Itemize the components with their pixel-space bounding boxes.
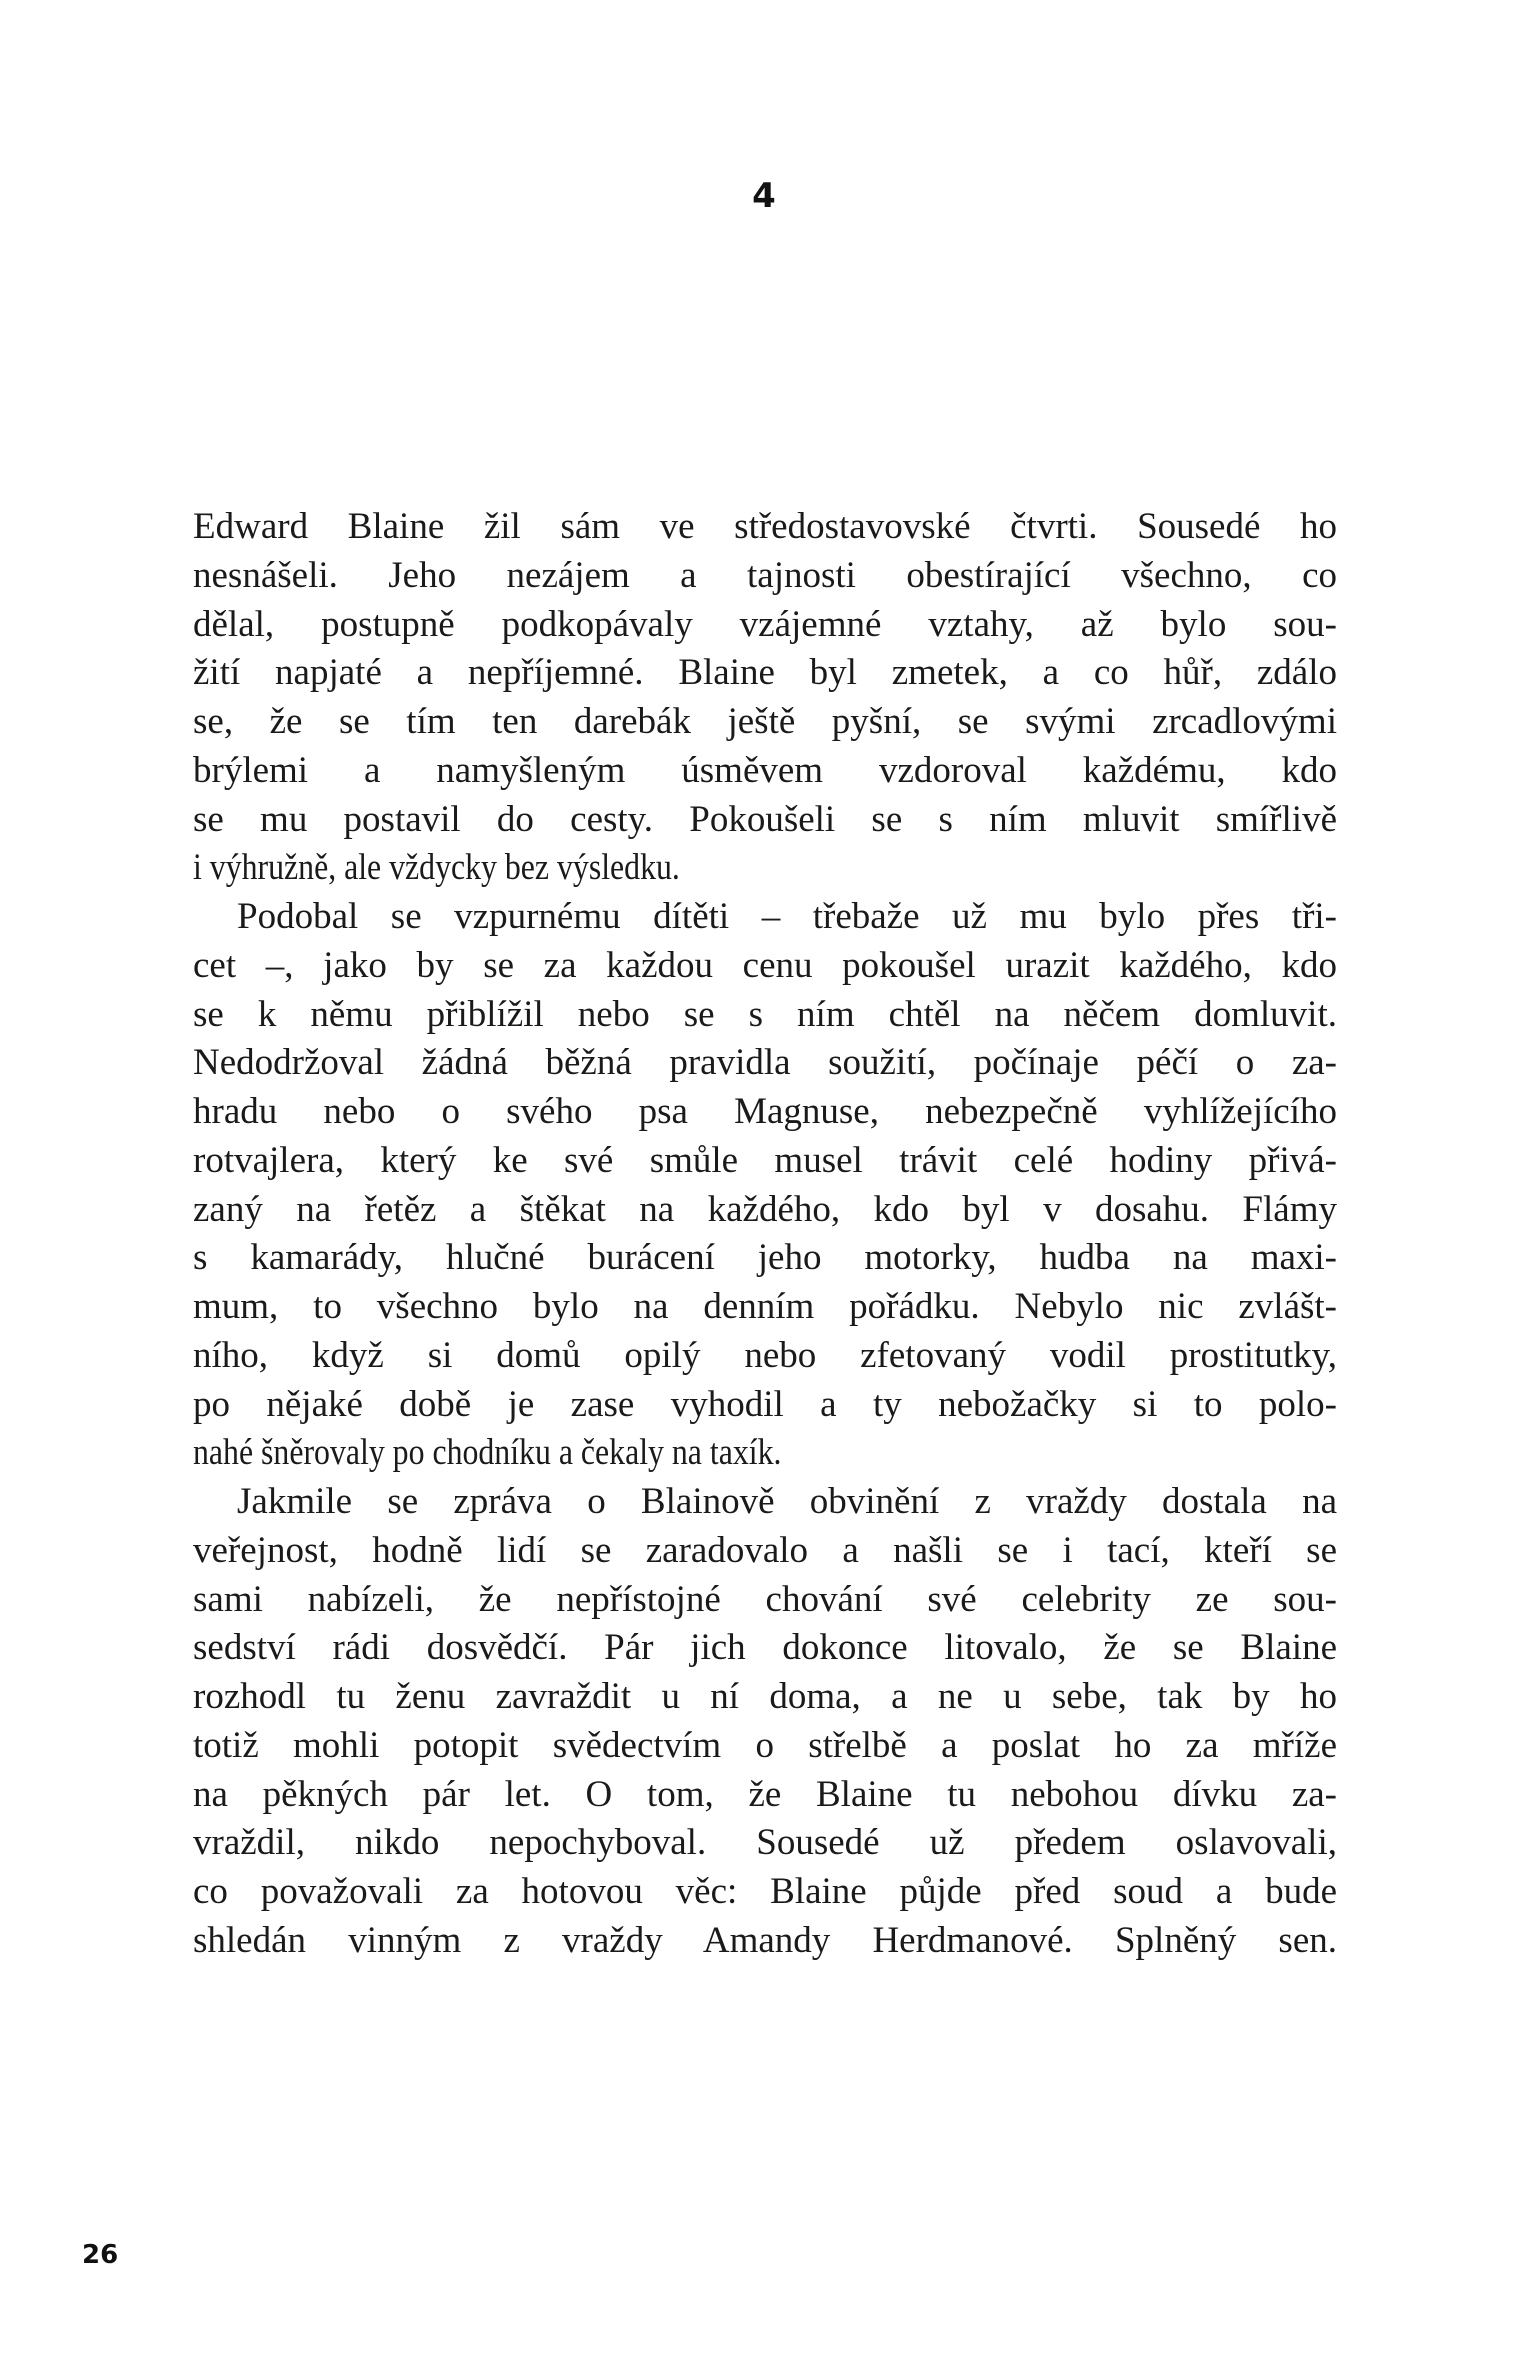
chapter-body bbox=[193, 503, 1337, 1966]
text-line: žití napjaté a nepříjemné. Blaine byl zmetek, a co hůř, zdálo bbox=[193, 652, 1337, 694]
text-line: rozhodl tu ženu zavraždit u ní doma, a ne u sebe, tak by ho bbox=[193, 1676, 1337, 1717]
paragraph bbox=[193, 1478, 1337, 1966]
text-line: vraždil, nikdo nepochyboval. Sousedé už předem oslavovali, bbox=[193, 1822, 1337, 1864]
text-line: veřejnost, hodně lidí se zaradovalo a našli se i tací, kteří se bbox=[193, 1529, 1337, 1571]
text-line: i výhružně, ale vždycky bez výsledku. bbox=[193, 847, 680, 889]
text-line: hradu nebo o svého psa Magnuse, nebezpečně vyhlížejícího bbox=[193, 1091, 1337, 1132]
text-line: na pěkných pár let. O tom, že Blaine tu nebohou dívku za- bbox=[193, 1773, 1337, 1815]
text-line: cet –, jako by se za každou cenu pokoušel urazit každého, kdo bbox=[193, 944, 1337, 986]
text-line: dělal, postupně podkopávaly vzájemné vztahy, až bylo sou- bbox=[193, 603, 1337, 645]
text-line: brýlemi a namyšleným úsměvem vzdoroval každému, kdo bbox=[193, 749, 1337, 791]
text-line: po nějaké době je zase vyhodil a ty nebožačky si to polo- bbox=[193, 1383, 1337, 1425]
text-line: co považovali za hotovou věc: Blaine půjde před soud a bude bbox=[193, 1871, 1337, 1912]
page-number: 26 bbox=[82, 2240, 119, 2270]
text-line: sedství rádi dosvědčí. Pár jich dokonce litovalo, že se Blaine bbox=[193, 1627, 1337, 1669]
text-line: nahé šněrovaly po chodníku a čekaly na taxík. bbox=[193, 1432, 782, 1474]
text-line: sami nabízeli, že nepřístojné chování své celebrity ze sou- bbox=[193, 1578, 1337, 1620]
text-line: totiž mohli potopit svědectvím o střelbě a poslat ho za mříže bbox=[193, 1724, 1337, 1766]
text-line: s kamarády, hlučné burácení jeho motorky, hudba na maxi- bbox=[193, 1237, 1337, 1279]
paragraph bbox=[193, 893, 1337, 1478]
text-line: rotvajlera, který ke své smůle musel trávit celé hodiny přivá- bbox=[193, 1139, 1337, 1181]
text-line: zaný na řetěz a štěkat na každého, kdo byl v dosahu. Flámy bbox=[193, 1188, 1337, 1230]
text-line: Nedodržoval žádná běžná pravidla soužití, počínaje péčí o za- bbox=[193, 1042, 1337, 1084]
paragraph bbox=[193, 503, 1337, 893]
text-line: mum, to všechno bylo na denním pořádku. Nebylo nic zvlášt- bbox=[193, 1286, 1337, 1327]
chapter-number: 4 bbox=[752, 176, 776, 216]
text-line: se, že se tím ten darebák ještě pyšní, se svými zrcadlovými bbox=[193, 701, 1337, 742]
text-line: Podobal se vzpurnému dítěti – třebaže už mu bylo přes tři- bbox=[237, 896, 1337, 937]
text-line: shledán vinným z vraždy Amandy Herdmanové. Splněný sen. bbox=[193, 1919, 1337, 1961]
text-line: Edward Blaine žil sám ve středostavovské čtvrti. Sousedé ho bbox=[193, 506, 1337, 547]
text-line: ního, když si domů opilý nebo zfetovaný vodil prostitutky, bbox=[193, 1334, 1337, 1376]
text-line: se mu postavil do cesty. Pokoušeli se s ním mluvit smířlivě bbox=[193, 798, 1337, 840]
text-line: se k němu přiblížil nebo se s ním chtěl na něčem domluvit. bbox=[193, 993, 1337, 1035]
text-line: Jakmile se zpráva o Blainově obvinění z vraždy dostala na bbox=[237, 1481, 1337, 1522]
text-line: nesnášeli. Jeho nezájem a tajnosti obestírající všechno, co bbox=[193, 554, 1337, 596]
